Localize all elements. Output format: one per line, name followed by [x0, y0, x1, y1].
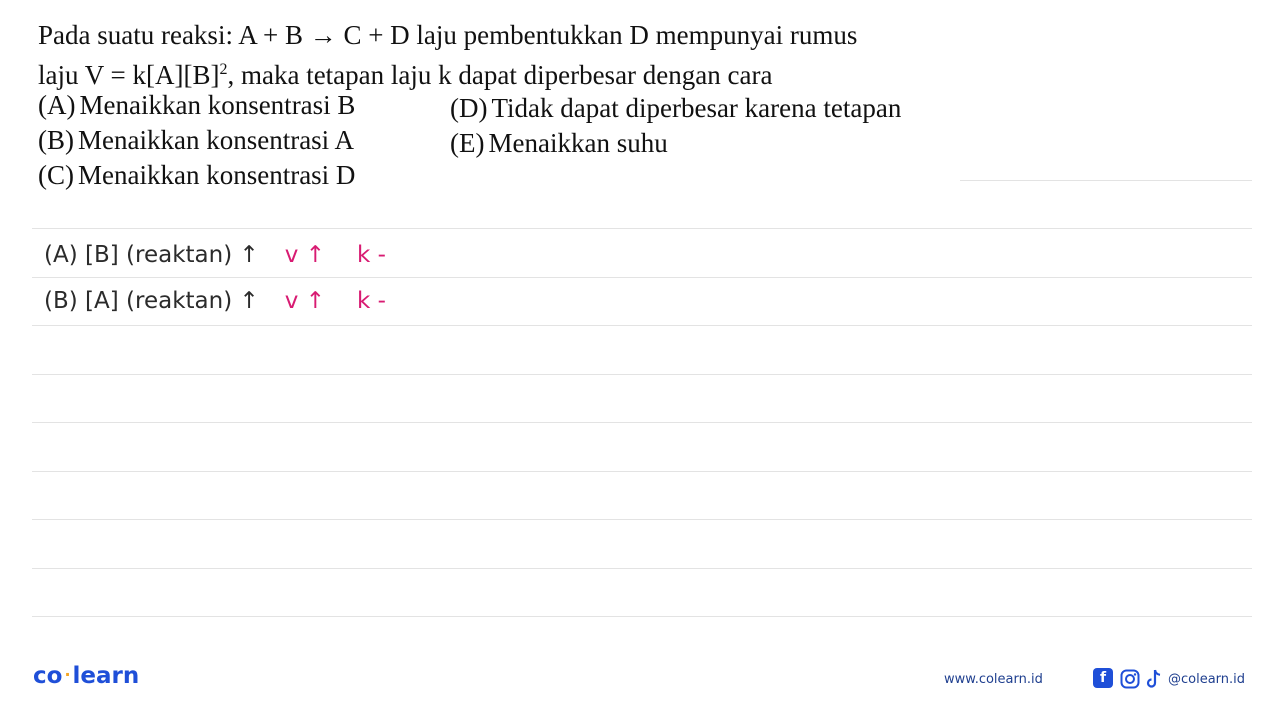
rate-law-post: , maka tetapan laju k dapat diperbesar dengan cara — [227, 60, 773, 90]
ruled-line — [32, 616, 1252, 617]
question-line-1: Pada suatu reaksi: A + B → C + D laju pembentukkan D mempunyai rumus — [38, 20, 858, 50]
ruled-line — [32, 471, 1252, 472]
note-line-a — [44, 241, 386, 269]
note-constant: k - — [356, 242, 386, 268]
ruled-line — [32, 277, 1252, 278]
ruled-line — [32, 519, 1252, 520]
option-d — [450, 92, 901, 124]
question-line-2 — [38, 54, 772, 91]
ruled-line — [960, 180, 1252, 181]
note-line-b — [44, 287, 386, 315]
option-text: Menaikkan konsentrasi D — [78, 160, 356, 190]
note-rate: v ↑ — [284, 288, 325, 314]
brand-right: learn — [72, 663, 140, 689]
rate-law-exponent: 2 — [219, 61, 228, 78]
option-letter: (B) — [38, 125, 74, 155]
option-c — [38, 159, 355, 191]
website-link[interactable]: www.colearn.id — [944, 672, 1043, 687]
option-a — [38, 89, 355, 121]
brand-dot: · — [64, 665, 71, 684]
option-letter: (D) — [450, 93, 488, 123]
colearn-logo — [33, 663, 139, 689]
social-handle[interactable]: @colearn.id — [1168, 672, 1246, 687]
tiktok-icon[interactable] — [1146, 668, 1164, 690]
instagram-icon[interactable] — [1120, 668, 1140, 690]
option-text: Menaikkan suhu — [488, 128, 668, 158]
option-b — [38, 124, 354, 156]
option-e — [450, 127, 668, 159]
note-label: (B) [A] (reaktan) ↑ — [44, 288, 259, 314]
ruled-line — [32, 422, 1252, 423]
note-label: (A) [B] (reaktan) ↑ — [44, 242, 259, 268]
ruled-line — [32, 325, 1252, 326]
option-letter: (A) — [38, 90, 76, 120]
note-constant: k - — [356, 288, 386, 314]
option-text: Tidak dapat diperbesar karena tetapan — [491, 93, 902, 123]
option-letter: (C) — [38, 160, 74, 190]
note-rate: v ↑ — [284, 242, 325, 268]
option-letter: (E) — [450, 128, 485, 158]
ruled-line — [32, 374, 1252, 375]
ruled-line — [32, 228, 1252, 229]
option-text: Menaikkan konsentrasi A — [78, 125, 354, 155]
brand-left: co — [33, 663, 63, 689]
option-text: Menaikkan konsentrasi B — [79, 90, 356, 120]
ruled-line — [32, 568, 1252, 569]
facebook-icon[interactable]: f — [1093, 668, 1113, 688]
rate-law-pre: laju V = k[A][B] — [38, 60, 220, 90]
